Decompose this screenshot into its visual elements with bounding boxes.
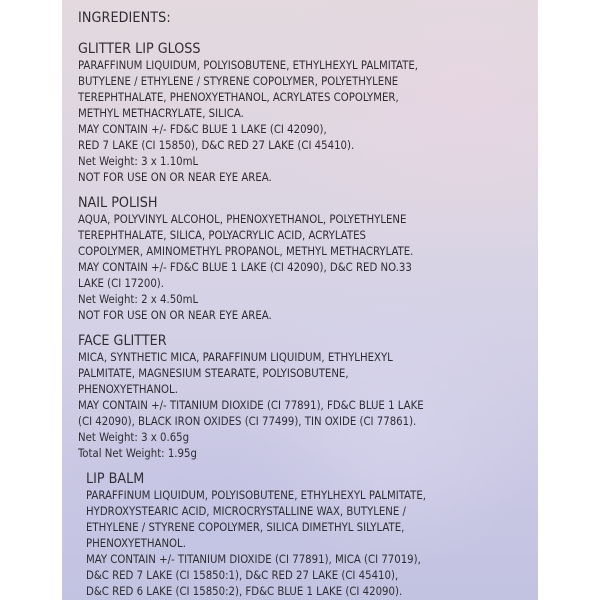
ingredients-text-block	[78, 9, 530, 600]
document-title: INGREDIENTS:	[78, 10, 171, 26]
ingredient-line: TEREPHTHALATE, SILICA, POLYACRYLIC ACID, ACRYLATES	[78, 229, 366, 242]
ingredient-line: PHENOXYETHANOL.	[78, 383, 178, 396]
ingredient-line: MAY CONTAIN +/- FD&C BLUE 1 LAKE (CI 42090), D&C RED NO.33	[78, 261, 412, 274]
warning-text: NOT FOR USE ON OR NEAR EYE AREA.	[78, 171, 272, 184]
ingredient-line: TEREPHTHALATE, PHENOXYETHANOL, ACRYLATES COPOLYMER,	[78, 91, 399, 104]
ingredient-line: PALMITATE, MAGNESIUM STEARATE, POLYISOBUTENE,	[78, 367, 349, 380]
ingredient-line: ETHYLENE / STYRENE COPOLYMER, SILICA DIMETHYL SILYLATE,	[86, 521, 405, 534]
ingredient-line: MAY CONTAIN +/- TITANIUM DIOXIDE (CI 77891), FD&C BLUE 1 LAKE	[78, 399, 424, 412]
ingredient-line: HYDROXYSTEARIC ACID, MICROCRYSTALLINE WAX, BUTYLENE /	[86, 505, 406, 518]
ingredient-line: RED 7 LAKE (CI 15850), D&C RED 27 LAKE (CI 45410).	[78, 139, 355, 152]
ingredient-line: LAKE (CI 17200).	[78, 277, 164, 290]
ingredient-line: PARAFFINUM LIQUIDUM, POLYISOBUTENE, ETHYLHEXYL PALMITATE,	[78, 59, 418, 72]
section-heading: LIP BALM	[86, 471, 145, 487]
ingredient-line: MAY CONTAIN +/- FD&C BLUE 1 LAKE (CI 42090),	[78, 123, 327, 136]
section-lip-balm	[78, 470, 530, 600]
section-heading: FACE GLITTER	[78, 333, 167, 349]
net-weight: Net Weight: 3 x 0.65g	[78, 431, 190, 444]
net-weight: Net Weight: 3 x 1.10mL	[78, 155, 199, 168]
total-net-weight: Total Net Weight: 1.95g	[78, 447, 197, 460]
ingredient-line: PARAFFINUM LIQUIDUM, POLYISOBUTENE, ETHYLHEXYL PALMITATE,	[86, 489, 426, 502]
section-glitter-lip-gloss	[78, 40, 530, 186]
ingredient-line: D&C RED 7 LAKE (CI 15850:1), D&C RED 27 LAKE (CI 45410),	[86, 569, 399, 582]
section-heading: NAIL POLISH	[78, 195, 158, 211]
ingredient-line: COPOLYMER, AMINOMETHYL PROPANOL, METHYL METHACRYLATE.	[78, 245, 414, 258]
net-weight: Net Weight: 2 x 4.50mL	[78, 293, 199, 306]
section-nail-polish	[78, 194, 530, 324]
warning-text: NOT FOR USE ON OR NEAR EYE AREA.	[78, 309, 272, 322]
ingredient-line: PHENOXYETHANOL.	[86, 537, 186, 550]
ingredient-line: AQUA, POLYVINYL ALCOHOL, PHENOXYETHANOL, POLYETHYLENE	[78, 213, 407, 226]
section-heading: GLITTER LIP GLOSS	[78, 41, 201, 57]
ingredient-line: MICA, SYNTHETIC MICA, PARAFFINUM LIQUIDUM, ETHYLHEXYL	[78, 351, 393, 364]
ingredient-line: METHYL METHACRYLATE, SILICA.	[78, 107, 244, 120]
ingredient-line: (CI 42090), BLACK IRON OXIDES (CI 77499), TIN OXIDE (CI 77861).	[78, 415, 417, 428]
section-face-glitter	[78, 332, 530, 462]
ingredient-line: BUTYLENE / ETHYLENE / STYRENE COPOLYMER, POLYETHYLENE	[78, 75, 399, 88]
ingredient-line: MAY CONTAIN +/- TITANIUM DIOXIDE (CI 77891), MICA (CI 77019),	[86, 553, 421, 566]
ingredients-label	[62, 0, 538, 600]
ingredient-line: D&C RED 6 LAKE (CI 15850:2), FD&C BLUE 1 LAKE (CI 42090).	[86, 585, 403, 598]
